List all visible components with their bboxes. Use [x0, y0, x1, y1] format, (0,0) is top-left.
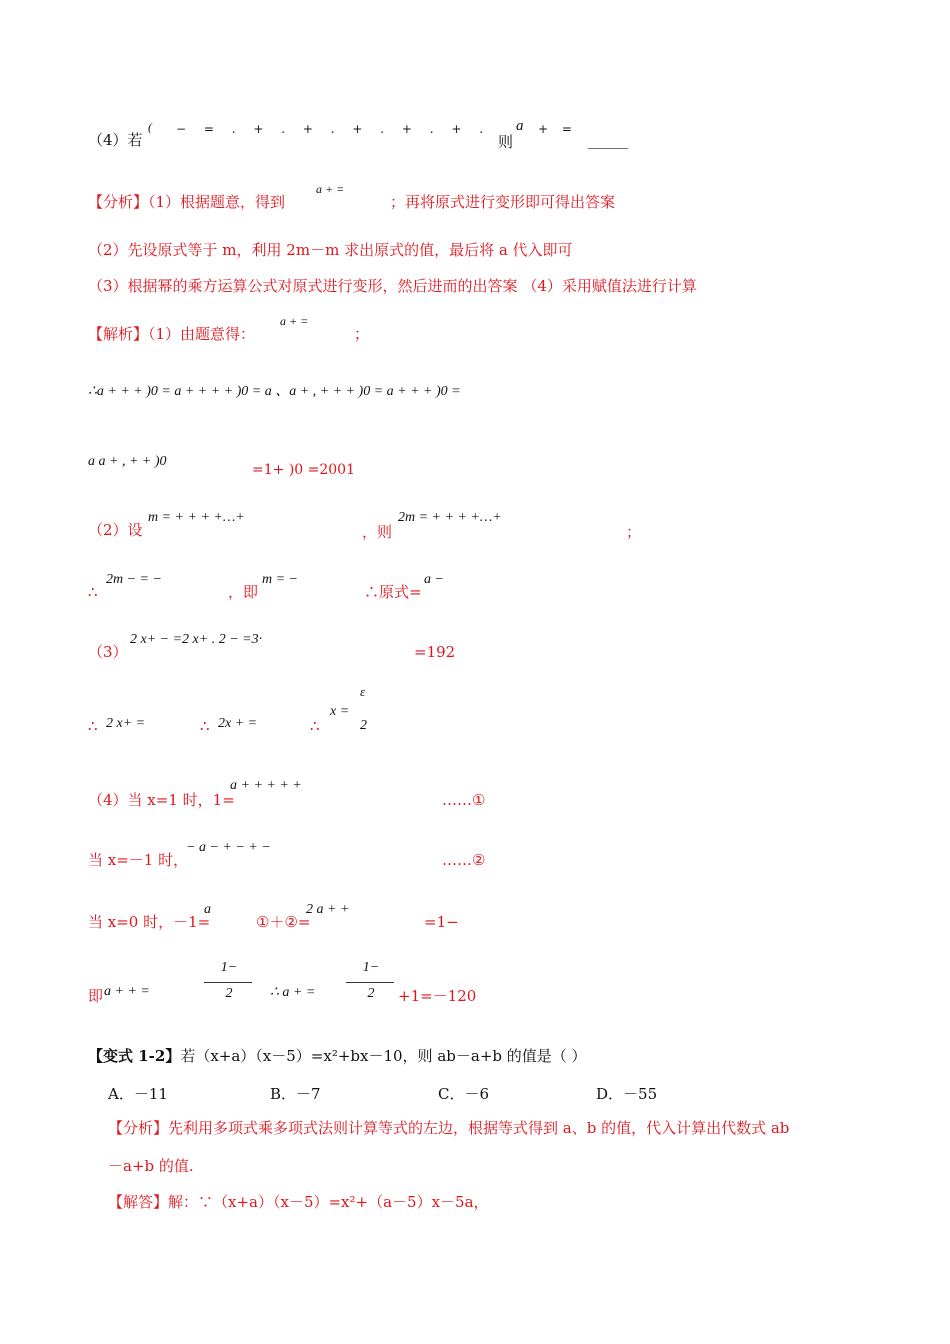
solution-line-3-end: =1+ )0 =2001 [252, 462, 355, 478]
line11-end: +1=－120 [398, 987, 477, 1005]
q4-a: a [516, 118, 524, 134]
line10-math-1: a [204, 902, 211, 917]
analysis-line-1-tail: ；再将原式进行变形即可得出答案 [390, 193, 616, 211]
part2-end: ； [626, 523, 642, 541]
variant-question [88, 1046, 587, 1066]
solution-line-3-math: a a + , + + )0 [88, 454, 167, 469]
part2-mid: ，则 [362, 523, 393, 541]
line7-den: 2 [360, 718, 367, 733]
line10-end: =1− [424, 913, 459, 931]
analysis-line-3: （3）根据幂的乘方运算公式对原式进行变形，然后进而的出答案 （4）采用赋值法进行计算 [88, 277, 697, 295]
line7-x: x = [330, 704, 350, 719]
option-a[interactable]: A．－11 [108, 1085, 168, 1103]
part3-label: （3） [88, 643, 128, 661]
line9-math: − a − + − + − [186, 840, 271, 855]
line7-math-1: 2 x+ = [106, 716, 146, 731]
line5-math-2: m = − [262, 572, 299, 587]
q4-ops-tail: + = [538, 122, 572, 136]
line10-label: 当 x=0 时，－1= [88, 913, 211, 931]
solution-line-1: 【解析】（1）由题意得： [88, 325, 256, 343]
line5-math-3: a − [424, 572, 444, 587]
analysis-tag: 【分析】 [88, 193, 149, 211]
line11-num-1: 1− [220, 960, 238, 975]
variant-analysis-line-2: －a+b 的值. [108, 1157, 194, 1175]
solution-line-1-end: ； [354, 325, 370, 343]
part2-math-2: 2m = + + + +…+ [398, 510, 502, 525]
variant-answer: 【解答】解：∵（x+a）（x－5）=x²+（a－5）x－5a， [108, 1193, 489, 1211]
solution-tag: 【解析】 [88, 325, 149, 343]
q4-blank: _____ [588, 130, 628, 149]
variant-answer-tag: 【解答】 [108, 1193, 169, 1211]
variant-question-text: 若（x+a）（x－5）=x²+bx－10，则 ab－a+b 的值是（ ） [180, 1047, 587, 1065]
part4-math: a + + + + + [230, 778, 302, 793]
option-c[interactable]: C．－6 [438, 1085, 490, 1103]
part2-math-1: m = + + + +…+ [148, 510, 245, 525]
line11-bar-2 [346, 982, 394, 983]
q4-line [88, 130, 143, 150]
q4-then: 则 [498, 133, 514, 151]
line11-mid: ∴ a + = [270, 985, 316, 1000]
part4-label: （4）当 x=1 时，1= [88, 791, 235, 809]
line9-label: 当 x=－1 时， [88, 851, 189, 869]
solution-math-1: a + = [280, 314, 309, 328]
q4-ops: − = . + . + . + . + . + . [176, 122, 484, 136]
line7-mid-2: ∴ [310, 717, 320, 735]
line10-mid: ①＋②= [256, 913, 311, 931]
line11-bar-1 [204, 982, 252, 983]
line5-mid: ，即 [228, 583, 259, 601]
line5-therefore: ∴ [88, 583, 98, 601]
variant-analysis-line-1: 【分析】先利用多项式乘多项式法则计算等式的左边，根据等式得到 a、b 的值，代入计算出代数式 ab [108, 1119, 790, 1137]
line7-mid: ∴ [200, 717, 210, 735]
line10-math-2: 2 a + + [306, 902, 350, 917]
line11-num-2: 1− [362, 960, 380, 975]
option-b[interactable]: B．－7 [270, 1085, 321, 1103]
line7-num: ε [360, 684, 366, 699]
part2-label: （2）设 [88, 521, 143, 539]
line11-den-2: 2 [367, 986, 375, 1001]
line11-label: 即 [88, 987, 104, 1005]
part3-end: =192 [414, 643, 456, 661]
part3-math: 2 x+ − =2 x+ . 2 − =3· [130, 632, 263, 647]
variant-analysis-tag: 【分析】 [108, 1119, 169, 1137]
q4-prefix: （4）若 [88, 131, 143, 149]
line7-therefore: ∴ [88, 717, 98, 735]
solution-line-2: ∴a + + + )0 = a + + + + )0 = a 、a + , + + + )0 = a + + + )0 = [88, 384, 461, 399]
line7-math-2: 2x + = [218, 716, 258, 731]
part4-end: ……① [442, 791, 486, 809]
line11-math-1: a + + = [104, 984, 150, 999]
line11-den-1: 2 [225, 986, 233, 1001]
analysis-line-1: 【分析】（1）根据题意，得到 [88, 193, 286, 211]
line9-end: ……② [442, 851, 486, 869]
q4-paren: ( [148, 120, 152, 134]
option-d[interactable]: D．－55 [596, 1085, 658, 1103]
analysis-math-1: a + = [316, 182, 345, 196]
line5-math-1: 2m − = − [106, 572, 162, 587]
variant-tag: 【变式 1-2】 [88, 1047, 181, 1065]
line5-mid-2: ∴原式= [364, 583, 422, 601]
analysis-line-2: （2）先设原式等于 m，利用 2m－m 求出原式的值，最后将 a 代入即可 [88, 241, 573, 259]
